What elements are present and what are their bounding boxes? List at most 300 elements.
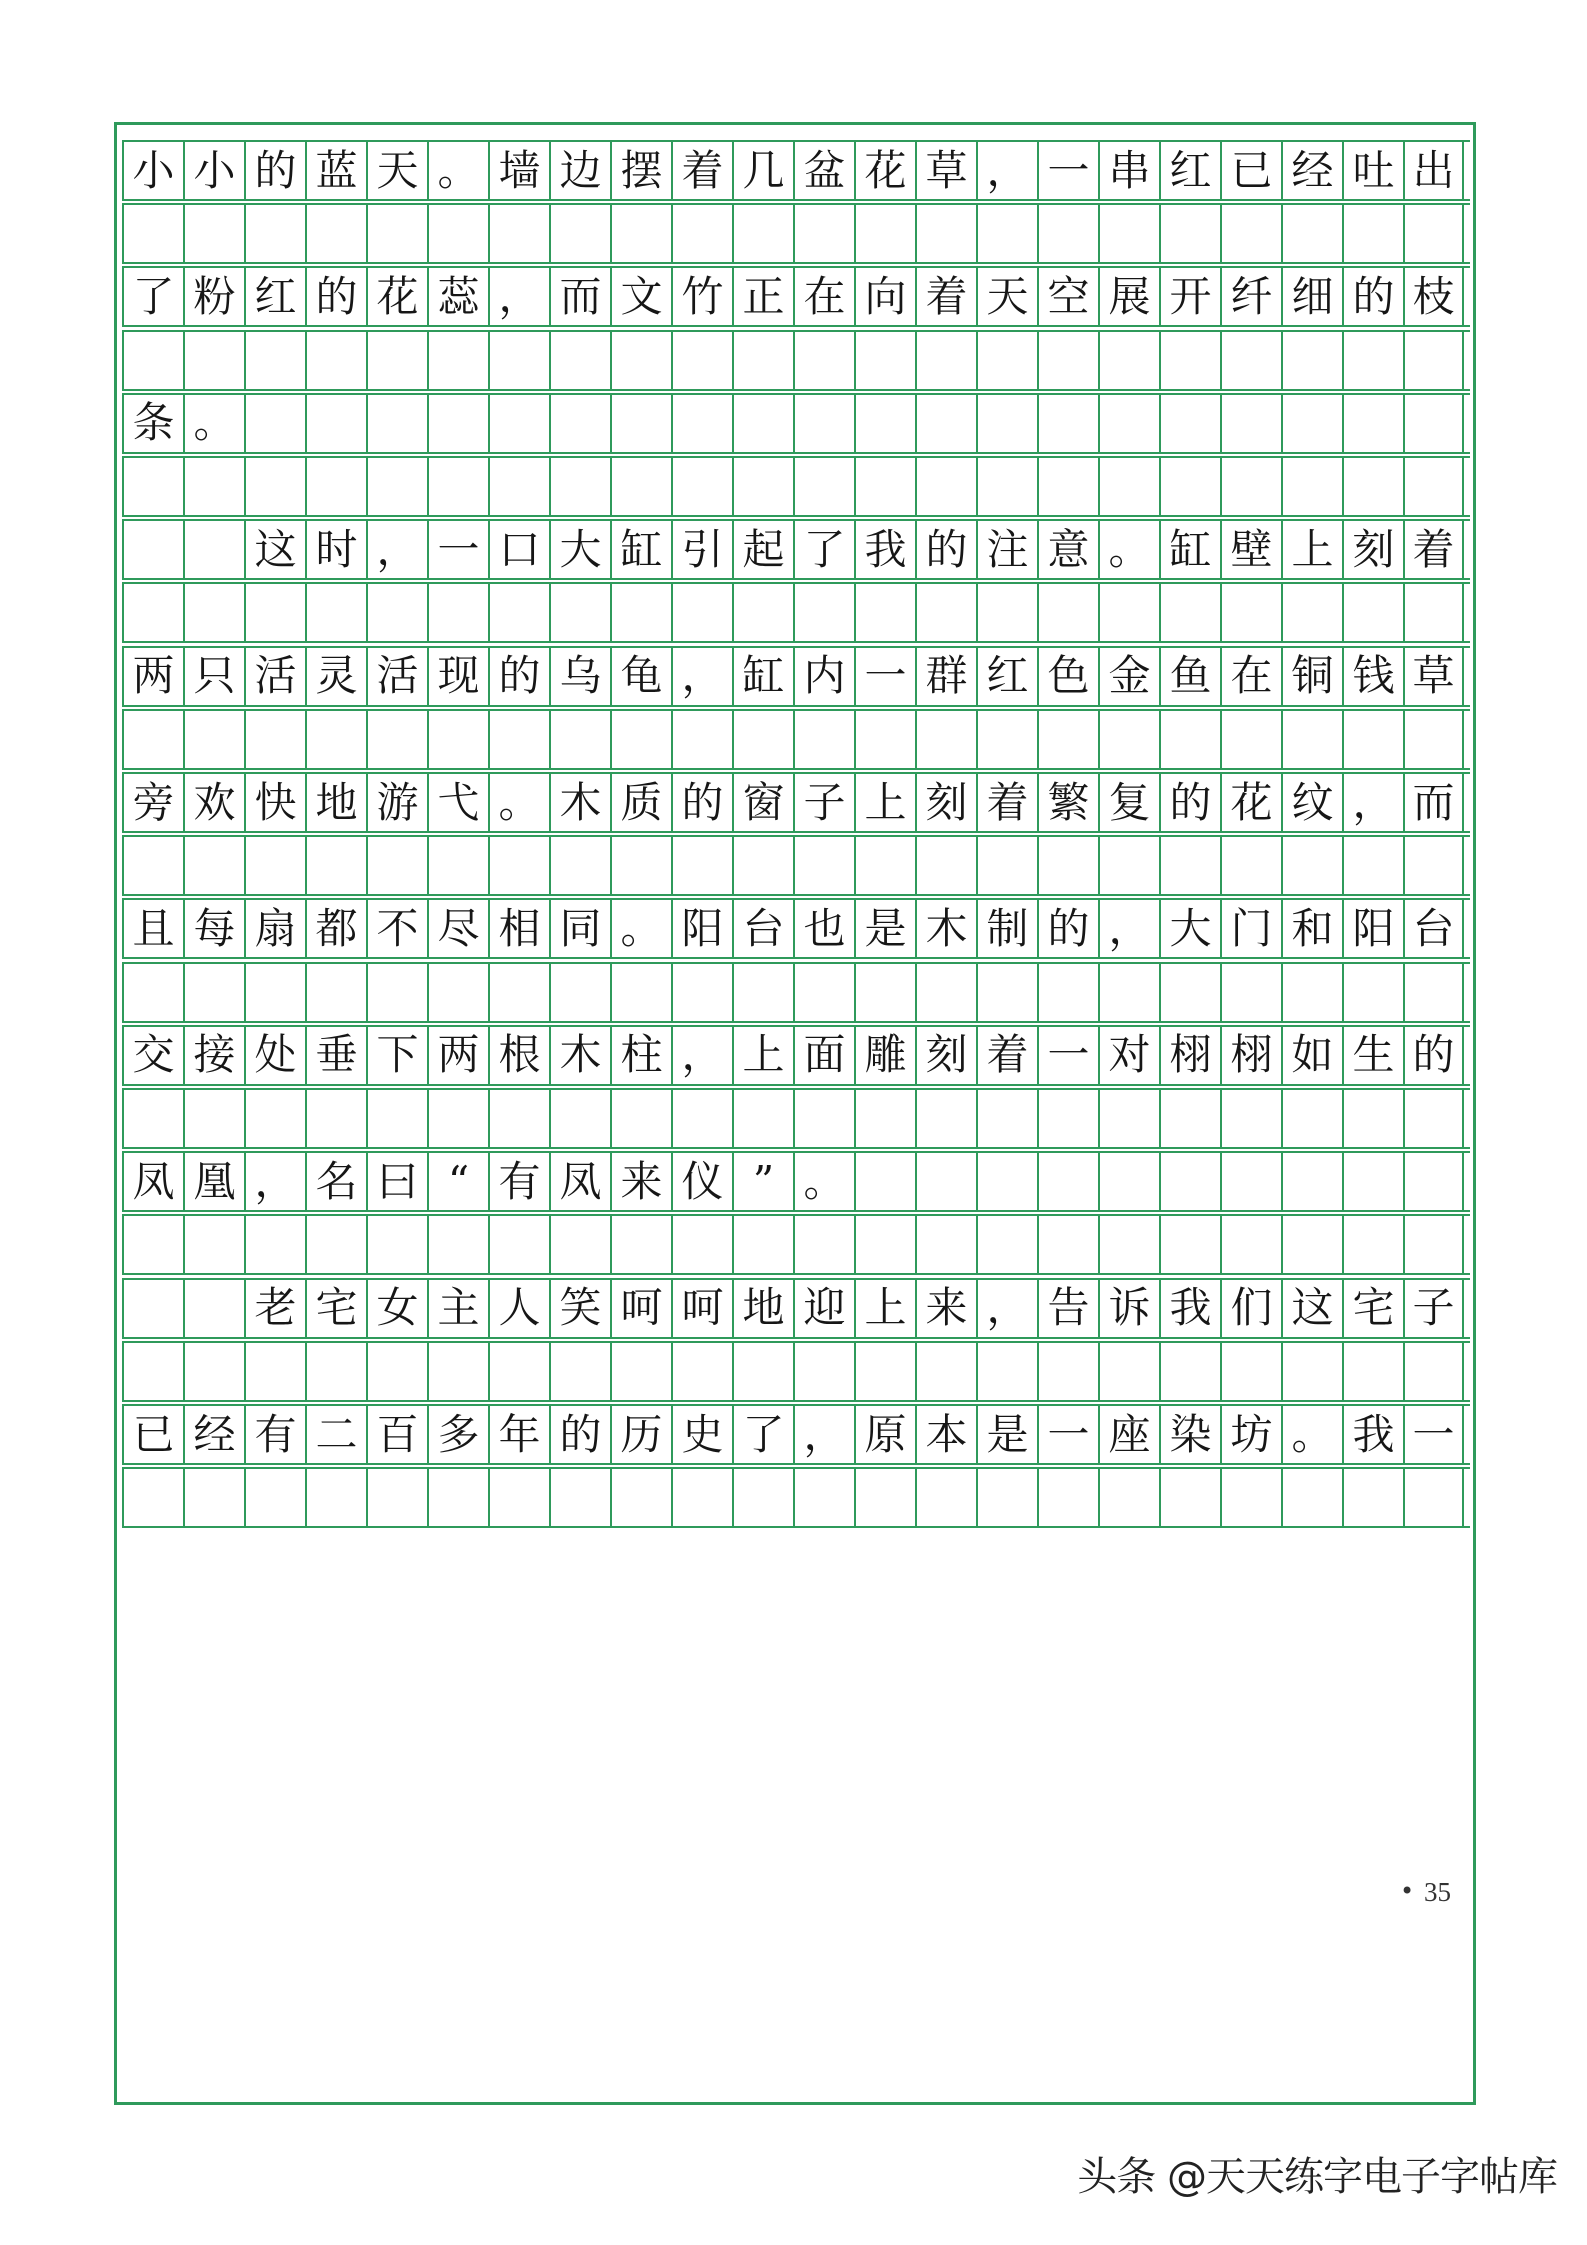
grid-cell — [1342, 711, 1403, 768]
grid-cell: 地 — [732, 1280, 793, 1337]
grid-cell: 这 — [1281, 1280, 1342, 1337]
grid-cell — [427, 964, 488, 1021]
grid-cell: 灵 — [305, 648, 366, 705]
grid-cell — [1159, 458, 1220, 515]
grid-cell: 交 — [122, 1027, 183, 1084]
grid-cell — [305, 332, 366, 389]
blank-practice-row — [122, 1467, 1470, 1528]
grid-cell — [915, 332, 976, 389]
grid-cell — [732, 584, 793, 641]
grid-cell: 繁 — [1037, 774, 1098, 831]
grid-cell — [1159, 395, 1220, 452]
grid-cell: 告 — [1037, 1280, 1098, 1337]
blank-practice-row — [122, 330, 1470, 391]
grid-cell — [976, 964, 1037, 1021]
grid-cell: 宅 — [305, 1280, 366, 1337]
grid-cell — [1037, 1153, 1098, 1210]
grid-cell: 木 — [549, 774, 610, 831]
grid-cell: 向 — [854, 268, 915, 325]
grid-cell — [305, 1216, 366, 1273]
grid-cell: 缸 — [732, 648, 793, 705]
grid-cell: 红 — [976, 648, 1037, 705]
grid-cell — [793, 395, 854, 452]
grid-cell — [915, 584, 976, 641]
grid-cell: 小 — [183, 142, 244, 199]
grid-cell: 已 — [122, 1406, 183, 1463]
grid-cell — [854, 1216, 915, 1273]
blank-practice-row — [122, 1341, 1470, 1402]
grid-cell — [1403, 964, 1464, 1021]
grid-cell: 盆 — [793, 142, 854, 199]
grid-cell — [671, 1469, 732, 1526]
grid-cell — [610, 837, 671, 894]
grid-cell — [549, 1090, 610, 1147]
grid-cell — [1037, 584, 1098, 641]
grid-cell — [1098, 584, 1159, 641]
grid-cell: 尽 — [427, 900, 488, 957]
blank-practice-row — [122, 1214, 1470, 1275]
grid-cell — [732, 711, 793, 768]
grid-cell — [122, 964, 183, 1021]
grid-cell — [305, 1469, 366, 1526]
grid-cell — [488, 395, 549, 452]
grid-cell: ， — [1342, 774, 1403, 831]
grid-cell — [793, 205, 854, 262]
grid-cell — [1403, 1153, 1464, 1210]
grid-cell: 我 — [854, 521, 915, 578]
grid-cell: 坊 — [1220, 1406, 1281, 1463]
grid-cell — [1159, 1090, 1220, 1147]
grid-cell — [549, 332, 610, 389]
text-row — [122, 1404, 1470, 1465]
grid-cell: 蕊 — [427, 268, 488, 325]
grid-cell: 窗 — [732, 774, 793, 831]
grid-cell — [244, 1216, 305, 1273]
grid-cell — [488, 711, 549, 768]
grid-cell: 栩 — [1220, 1027, 1281, 1084]
grid-cell — [122, 837, 183, 894]
grid-cell — [366, 964, 427, 1021]
grid-cell — [366, 1343, 427, 1400]
grid-cell: 。 — [488, 774, 549, 831]
grid-cell — [671, 395, 732, 452]
grid-cell — [488, 458, 549, 515]
grid-cell: 两 — [122, 648, 183, 705]
grid-cell — [854, 711, 915, 768]
grid-cell — [1037, 1090, 1098, 1147]
grid-cell: 的 — [1403, 1027, 1464, 1084]
grid-cell: 欢 — [183, 774, 244, 831]
grid-cell — [427, 584, 488, 641]
grid-cell — [610, 584, 671, 641]
grid-cell: 大 — [1159, 900, 1220, 957]
grid-cell — [610, 1469, 671, 1526]
grid-cell — [1403, 395, 1464, 452]
grid-cell: 一 — [1037, 1027, 1098, 1084]
grid-cell — [854, 837, 915, 894]
grid-cell: ， — [244, 1153, 305, 1210]
grid-cell — [305, 964, 366, 1021]
grid-cell — [1342, 395, 1403, 452]
grid-cell: 已 — [1220, 142, 1281, 199]
grid-cell — [1098, 395, 1159, 452]
grid-cell — [854, 1090, 915, 1147]
grid-cell — [976, 1153, 1037, 1210]
grid-cell: 老 — [244, 1280, 305, 1337]
grid-cell: 面 — [793, 1027, 854, 1084]
grid-cell: 吐 — [1342, 142, 1403, 199]
grid-cell — [732, 964, 793, 1021]
grid-cell — [1342, 1343, 1403, 1400]
grid-cell — [122, 1280, 183, 1337]
grid-cell: 呵 — [610, 1280, 671, 1337]
grid-cell — [1037, 395, 1098, 452]
grid-cell — [732, 395, 793, 452]
grid-cell — [1159, 964, 1220, 1021]
grid-cell: 。 — [793, 1153, 854, 1210]
grid-cell — [244, 964, 305, 1021]
grid-cell — [732, 332, 793, 389]
grid-cell — [305, 584, 366, 641]
grid-cell — [305, 205, 366, 262]
grid-cell — [244, 1090, 305, 1147]
grid-cell: 下 — [366, 1027, 427, 1084]
grid-cell — [793, 332, 854, 389]
grid-cell: 也 — [793, 900, 854, 957]
grid-cell: 不 — [366, 900, 427, 957]
grid-cell: ， — [366, 521, 427, 578]
blank-practice-row — [122, 1088, 1470, 1149]
grid-cell: 接 — [183, 1027, 244, 1084]
grid-cell — [1220, 711, 1281, 768]
grid-cell — [1220, 837, 1281, 894]
grid-cell: 几 — [732, 142, 793, 199]
grid-cell — [732, 1090, 793, 1147]
grid-cell — [854, 1343, 915, 1400]
grid-cell: 处 — [244, 1027, 305, 1084]
grid-cell — [1281, 458, 1342, 515]
grid-cell — [610, 964, 671, 1021]
grid-cell — [1403, 837, 1464, 894]
grid-cell — [671, 711, 732, 768]
grid-cell — [610, 458, 671, 515]
grid-cell — [1220, 1216, 1281, 1273]
grid-cell: 在 — [793, 268, 854, 325]
grid-cell: 一 — [1037, 142, 1098, 199]
grid-cell — [671, 1216, 732, 1273]
grid-cell — [305, 1343, 366, 1400]
grid-cell: 来 — [610, 1153, 671, 1210]
text-row — [122, 393, 1470, 454]
grid-cell: 边 — [549, 142, 610, 199]
grid-cell: ， — [793, 1406, 854, 1463]
watermark-text: 头条 @天天练字电子字帖库 — [1077, 2154, 1557, 2200]
grid-cell — [732, 837, 793, 894]
grid-cell: 天 — [366, 142, 427, 199]
grid-cell — [1281, 711, 1342, 768]
grid-cell — [1342, 964, 1403, 1021]
grid-cell: 弋 — [427, 774, 488, 831]
grid-cell — [976, 584, 1037, 641]
grid-cell — [1037, 964, 1098, 1021]
grid-cell — [244, 458, 305, 515]
grid-cell — [610, 711, 671, 768]
grid-cell — [1342, 584, 1403, 641]
grid-cell — [1342, 458, 1403, 515]
grid-cell — [1281, 584, 1342, 641]
grid-cell: 着 — [976, 1027, 1037, 1084]
grid-cell: 刻 — [915, 774, 976, 831]
grid-cell — [488, 1469, 549, 1526]
grid-cell — [1403, 205, 1464, 262]
grid-cell — [671, 964, 732, 1021]
grid-cell: 木 — [915, 900, 976, 957]
grid-cell — [366, 1090, 427, 1147]
grid-cell: 色 — [1037, 648, 1098, 705]
grid-cell: 这 — [244, 521, 305, 578]
grid-cell: 内 — [793, 648, 854, 705]
grid-cell: 原 — [854, 1406, 915, 1463]
grid-cell — [1037, 1216, 1098, 1273]
grid-cell: 龟 — [610, 648, 671, 705]
grid-cell: 上 — [1281, 521, 1342, 578]
grid-cell: 来 — [915, 1280, 976, 1337]
grid-cell: 。 — [1281, 1406, 1342, 1463]
grid-cell — [1037, 205, 1098, 262]
grid-cell: 红 — [244, 268, 305, 325]
grid-cell: 蓝 — [305, 142, 366, 199]
grid-cell — [854, 332, 915, 389]
grid-cell — [549, 964, 610, 1021]
grid-cell — [1403, 1469, 1464, 1526]
grid-cell: 刻 — [915, 1027, 976, 1084]
grid-cell — [122, 458, 183, 515]
grid-cell — [366, 837, 427, 894]
grid-cell — [1037, 1469, 1098, 1526]
text-row — [122, 1151, 1470, 1212]
grid-cell — [1159, 584, 1220, 641]
grid-cell — [1342, 1469, 1403, 1526]
grid-cell: 只 — [183, 648, 244, 705]
grid-cell — [976, 1216, 1037, 1273]
grid-cell — [183, 584, 244, 641]
grid-cell — [1098, 332, 1159, 389]
grid-cell: 凤 — [549, 1153, 610, 1210]
grid-cell: 和 — [1281, 900, 1342, 957]
grid-cell — [183, 1343, 244, 1400]
grid-cell: 主 — [427, 1280, 488, 1337]
grid-cell — [366, 711, 427, 768]
grid-cell — [1403, 1216, 1464, 1273]
grid-cell: 的 — [915, 521, 976, 578]
grid-cell — [854, 458, 915, 515]
grid-cell: 栩 — [1159, 1027, 1220, 1084]
grid-cell — [1159, 332, 1220, 389]
grid-cell: 二 — [305, 1406, 366, 1463]
grid-cell: 凤 — [122, 1153, 183, 1210]
text-row — [122, 898, 1470, 959]
grid-cell: 时 — [305, 521, 366, 578]
grid-cell — [1159, 711, 1220, 768]
grid-cell: 同 — [549, 900, 610, 957]
grid-cell — [1220, 1153, 1281, 1210]
grid-cell: 仪 — [671, 1153, 732, 1210]
grid-cell: 一 — [427, 521, 488, 578]
grid-cell — [793, 1216, 854, 1273]
grid-cell: 出 — [1403, 142, 1464, 199]
grid-cell — [1098, 1343, 1159, 1400]
grid-cell — [1098, 1216, 1159, 1273]
grid-cell — [1220, 205, 1281, 262]
grid-cell: 生 — [1342, 1027, 1403, 1084]
grid-cell — [732, 205, 793, 262]
grid-cell — [854, 964, 915, 1021]
grid-cell: 花 — [1220, 774, 1281, 831]
text-row — [122, 1278, 1470, 1339]
grid-cell: 了 — [793, 521, 854, 578]
grid-cell: 着 — [1403, 521, 1464, 578]
grid-cell — [1342, 837, 1403, 894]
grid-cell — [976, 332, 1037, 389]
grid-cell: 现 — [427, 648, 488, 705]
text-row — [122, 646, 1470, 707]
grid-cell: 上 — [854, 1280, 915, 1337]
grid-cell — [1342, 205, 1403, 262]
grid-cell — [1220, 332, 1281, 389]
grid-cell: 且 — [122, 900, 183, 957]
grid-cell: 多 — [427, 1406, 488, 1463]
grid-cell: 经 — [183, 1406, 244, 1463]
grid-cell — [366, 1216, 427, 1273]
grid-cell — [244, 584, 305, 641]
grid-cell: 女 — [366, 1280, 427, 1337]
grid-cell — [671, 205, 732, 262]
grid-cell: 一 — [854, 648, 915, 705]
grid-cell — [1220, 584, 1281, 641]
grid-cell — [1342, 332, 1403, 389]
grid-cell: 草 — [1403, 648, 1464, 705]
grid-cell: 粉 — [183, 268, 244, 325]
grid-cell — [1281, 837, 1342, 894]
grid-cell: 花 — [854, 142, 915, 199]
grid-cell — [1037, 837, 1098, 894]
grid-cell: 。 — [610, 900, 671, 957]
grid-cell: 。 — [183, 395, 244, 452]
grid-cell — [854, 395, 915, 452]
grid-cell — [1159, 1216, 1220, 1273]
grid-cell: 金 — [1098, 648, 1159, 705]
grid-cell — [488, 584, 549, 641]
grid-cell — [1098, 1090, 1159, 1147]
grid-cell — [1159, 1153, 1220, 1210]
grid-cell: 红 — [1159, 142, 1220, 199]
grid-cell: 在 — [1220, 648, 1281, 705]
grid-cell: “ — [427, 1153, 488, 1210]
grid-cell: 凰 — [183, 1153, 244, 1210]
grid-cell — [793, 1343, 854, 1400]
grid-cell: 小 — [122, 142, 183, 199]
grid-cell: 注 — [976, 521, 1037, 578]
grid-cell — [122, 205, 183, 262]
grid-cell: 复 — [1098, 774, 1159, 831]
grid-cell: 木 — [549, 1027, 610, 1084]
grid-cell — [732, 1216, 793, 1273]
grid-cell — [732, 1343, 793, 1400]
grid-cell: 曰 — [366, 1153, 427, 1210]
text-row — [122, 1025, 1470, 1086]
grid-cell: 条 — [122, 395, 183, 452]
grid-cell — [1403, 1090, 1464, 1147]
grid-cell: ， — [976, 142, 1037, 199]
grid-cell — [549, 1343, 610, 1400]
grid-cell — [976, 1090, 1037, 1147]
grid-cell — [1281, 1153, 1342, 1210]
grid-cell: 年 — [488, 1406, 549, 1463]
grid-cell: ， — [1098, 900, 1159, 957]
grid-cell — [793, 584, 854, 641]
grid-cell: 的 — [305, 268, 366, 325]
grid-cell: 史 — [671, 1406, 732, 1463]
grid-cell: 根 — [488, 1027, 549, 1084]
blank-practice-row — [122, 835, 1470, 896]
grid-cell — [610, 1343, 671, 1400]
grid-cell — [427, 205, 488, 262]
grid-cell — [244, 1343, 305, 1400]
grid-cell — [793, 1090, 854, 1147]
grid-cell — [122, 1343, 183, 1400]
grid-cell — [915, 1153, 976, 1210]
grid-cell — [427, 1469, 488, 1526]
text-row — [122, 772, 1470, 833]
grid-cell: 阳 — [671, 900, 732, 957]
grid-cell: 旁 — [122, 774, 183, 831]
grid-cell — [1220, 1343, 1281, 1400]
grid-cell — [610, 332, 671, 389]
grid-cell — [1403, 332, 1464, 389]
grid-cell — [1220, 1090, 1281, 1147]
grid-cell — [244, 837, 305, 894]
grid-cell: 雕 — [854, 1027, 915, 1084]
grid-cell — [122, 332, 183, 389]
grid-cell — [1159, 837, 1220, 894]
grid-cell: 墙 — [488, 142, 549, 199]
grid-cell — [854, 1153, 915, 1210]
grid-cell — [1220, 458, 1281, 515]
grid-cell — [671, 1343, 732, 1400]
grid-cell — [183, 1090, 244, 1147]
grid-cell — [366, 458, 427, 515]
grid-cell: 游 — [366, 774, 427, 831]
grid-cell — [427, 711, 488, 768]
grid-cell — [122, 584, 183, 641]
grid-cell: 而 — [549, 268, 610, 325]
grid-cell — [1281, 332, 1342, 389]
grid-cell: 相 — [488, 900, 549, 957]
grid-cell — [793, 964, 854, 1021]
grid-cell — [671, 458, 732, 515]
grid-cell — [305, 711, 366, 768]
grid-cell: 我 — [1342, 1406, 1403, 1463]
grid-cell — [122, 1216, 183, 1273]
grid-cell — [183, 521, 244, 578]
grid-cell: 纹 — [1281, 774, 1342, 831]
grid-cell — [976, 395, 1037, 452]
grid-cell — [1281, 395, 1342, 452]
grid-cell: 引 — [671, 521, 732, 578]
grid-cell: 两 — [427, 1027, 488, 1084]
grid-cell: 着 — [976, 774, 1037, 831]
grid-cell: 台 — [1403, 900, 1464, 957]
